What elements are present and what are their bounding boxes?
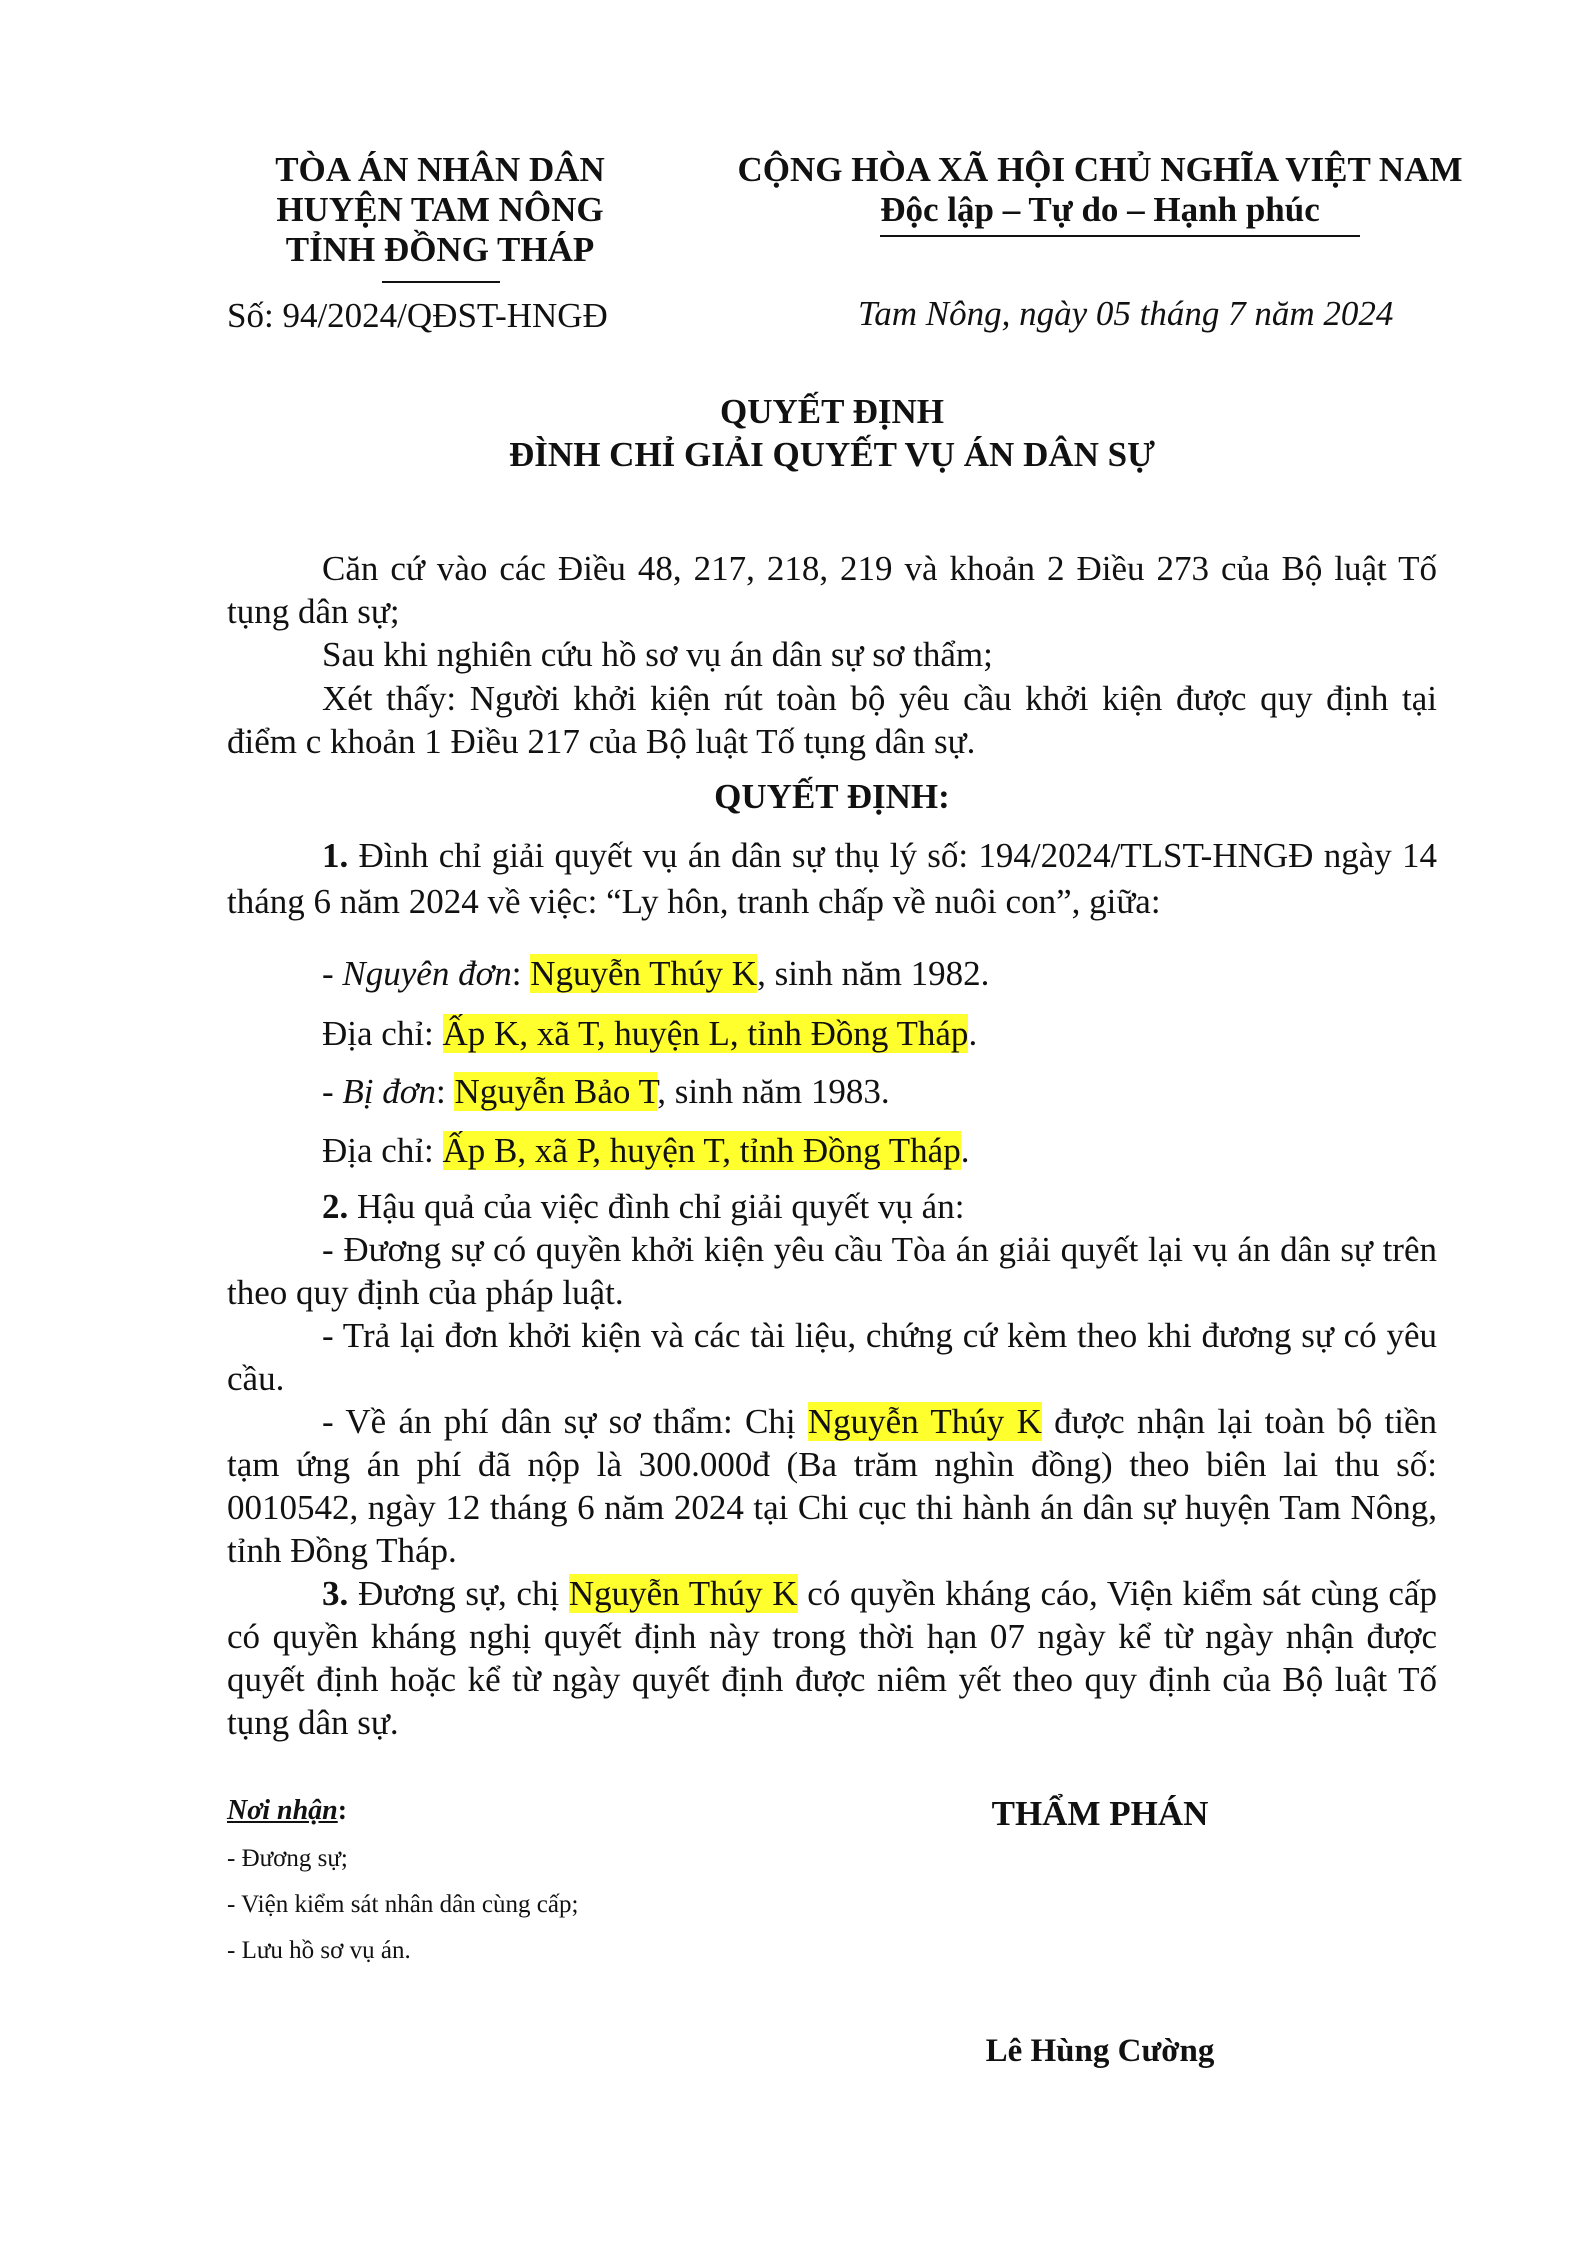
item-3-number: 3. [322, 1574, 349, 1613]
defendant-line: - Bị đơn: Nguyễn Bảo T, sinh năm 1983. [322, 1072, 890, 1111]
nation-header [720, 150, 1480, 230]
preamble-review [227, 633, 1437, 676]
plaintiff-address-line: Địa chỉ: Ấp K, xã T, huyện L, tỉnh Đồng Tháp. [322, 1014, 978, 1053]
document-number: Số: 94/2024/QĐST-HNGĐ [227, 296, 608, 335]
item-3-post: có quyền kháng cáo, Viện kiểm sát cùng cấp có quyền kháng nghị quyết định này trong thời hạn 07 ngày kể từ ngày nhận được quyết định hoặc kể từ ngày quyết định được niêm yết theo quy định của Bộ luật Tố tụng dân sự. [227, 1574, 1437, 1742]
item-2-b3-post: được nhận lại toàn bộ tiền tạm ứng án phí đã nộp là 300.000đ (Ba trăm nghìn đồng) theo biên lai thu số: 0010542, ngày 12 tháng 6 năm 2024 tại Chi cục thi hành án dân sự huyện Tam Nông, tỉnh Đồng Tháp. [227, 1402, 1437, 1570]
item-3-name: Nguyễn Thúy K [568, 1574, 798, 1613]
item-2-bullet-2 [227, 1314, 1437, 1400]
item-2-b2: - Trả lại đơn khởi kiện và các tài liệu, chứng cứ kèm theo khi đương sự có yêu cầu. [227, 1316, 1437, 1398]
preamble-legal-basis [227, 547, 1437, 633]
plaintiff-prefix: - [322, 954, 343, 993]
item-3 [227, 1572, 1437, 1744]
plaintiff-birth: , sinh năm 1982. [757, 954, 990, 993]
plaintiff-role: Nguyên đơn [342, 954, 512, 993]
document-title [227, 390, 1437, 476]
court-underline [382, 281, 500, 283]
item-1-number: 1. [322, 836, 349, 875]
preamble-finding [227, 677, 1437, 763]
defendant-name: Nguyễn Bảo T [454, 1072, 658, 1111]
motto: Độc lập – Tự do – Hạnh phúc [880, 190, 1320, 229]
recipient-item: - Lưu hồ sơ vụ án. [227, 1937, 411, 1964]
title-line-2: ĐÌNH CHỈ GIẢI QUYẾT VỤ ÁN DÂN SỰ [509, 435, 1155, 474]
court-line-2: HUYỆN TAM NÔNG [276, 190, 604, 229]
signer-title: THẨM PHÁN [991, 1794, 1209, 1833]
recipient-item: - Viện kiểm sát nhân dân cùng cấp; [227, 1891, 579, 1918]
item-2-bullet-1 [227, 1228, 1437, 1314]
court-line-1: TÒA ÁN NHÂN DÂN [275, 150, 605, 189]
recipient-item: - Đương sự; [227, 1845, 348, 1872]
item-2-b3-name: Nguyễn Thúy K [807, 1402, 1042, 1441]
item-1-text: Đình chỉ giải quyết vụ án dân sự thụ lý số: 194/2024/TLST-HNGĐ ngày 14 tháng 6 năm 2024 về việc: “Ly hôn, tranh chấp về nuôi con”, giữa: [227, 836, 1437, 921]
title-line-1: QUYẾT ĐỊNH [720, 392, 944, 431]
item-2-b1: - Đương sự có quyền khởi kiện yêu cầu Tòa án giải quyết lại vụ án dân sự trên theo quy định của pháp luật. [227, 1230, 1437, 1312]
decision-heading: QUYẾT ĐỊNH: [714, 777, 950, 816]
recipients-label [227, 1792, 347, 1830]
defendant-role: Bị đơn [342, 1072, 436, 1111]
item-3-pre: Đương sự, chị [348, 1574, 569, 1613]
recipients-list [227, 1840, 578, 1978]
defendant-address-label: Địa chỉ: [322, 1131, 443, 1170]
defendant-birth: , sinh năm 1983. [657, 1072, 890, 1111]
plaintiff-name: Nguyễn Thúy K [530, 954, 758, 993]
court-line-3: TỈNH ĐỒNG THÁP [285, 230, 595, 269]
plaintiff-address-label: Địa chỉ: [322, 1014, 443, 1053]
place-date: Tam Nông, ngày 05 tháng 7 năm 2024 [858, 294, 1394, 333]
court-name [230, 150, 650, 270]
defendant-address-line: Địa chỉ: Ấp B, xã P, huyện T, tỉnh Đồng Tháp. [322, 1131, 970, 1170]
nation-name: CỘNG HÒA XÃ HỘI CHỦ NGHĨA VIỆT NAM [737, 150, 1463, 189]
preamble-p2: Sau khi nghiên cứu hồ sơ vụ án dân sự sơ thẩm; [322, 635, 993, 674]
recipients-label-text: Nơi nhận [227, 1795, 338, 1826]
recipients-colon: : [337, 1795, 348, 1826]
plaintiff-line: - Nguyên đơn: Nguyễn Thúy K, sinh năm 1982. [322, 954, 990, 993]
plaintiff-address: Ấp K, xã T, huyện L, tỉnh Đồng Tháp [442, 1014, 969, 1053]
item-2-number: 2. [322, 1187, 349, 1226]
signer-name: Lê Hùng Cường [985, 2033, 1215, 2069]
preamble-p3: Xét thấy: Người khởi kiện rút toàn bộ yêu cầu khởi kiện được quy định tại điểm c khoản 1 Điều 217 của Bộ luật Tố tụng dân sự. [227, 679, 1437, 761]
item-2-bullet-3 [227, 1400, 1437, 1572]
defendant-prefix: - [322, 1072, 343, 1111]
item-2-b3-pre: - Về án phí dân sự sơ thẩm: Chị [322, 1402, 808, 1441]
motto-underline [880, 235, 1360, 237]
defendant-address: Ấp B, xã P, huyện T, tỉnh Đồng Tháp [442, 1131, 961, 1170]
item-2-text: Hậu quả của việc đình chỉ giải quyết vụ án: [357, 1187, 965, 1226]
preamble-p1: Căn cứ vào các Điều 48, 217, 218, 219 và khoản 2 Điều 273 của Bộ luật Tố tụng dân sự; [227, 549, 1437, 631]
item-1 [227, 833, 1437, 925]
item-2-heading [322, 1185, 964, 1228]
